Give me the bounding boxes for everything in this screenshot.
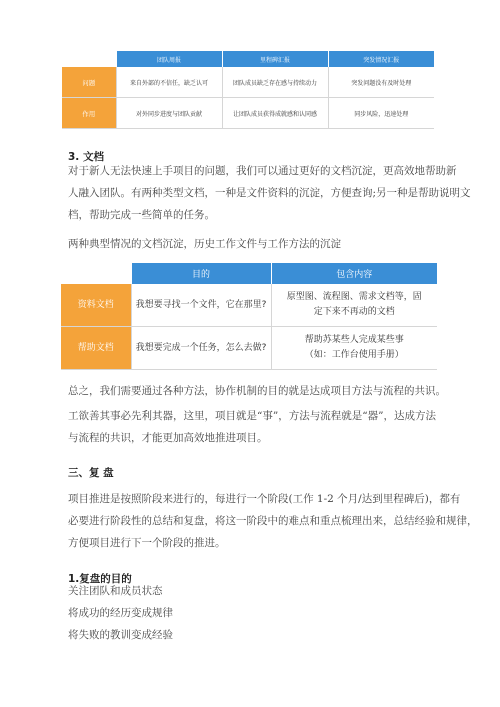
- list-item: 将失败的教训变成经验: [68, 629, 173, 641]
- row-label: 作用: [62, 98, 116, 129]
- table-row: [62, 98, 434, 129]
- table-header: 突发情况汇报: [328, 51, 434, 67]
- table-cell: 让团队成员获得成就感和认同感: [222, 98, 328, 129]
- paragraph-line: 与流程的共识，才能更加高效地推进项目。: [68, 432, 268, 444]
- table-cell: 来自外部的不信任，缺乏认可: [116, 67, 222, 98]
- cell-line: （如：工作台使用手册）: [304, 350, 404, 360]
- table-cell: 我想要寻找一个文件，它在那里?: [131, 284, 271, 327]
- table-corner-cell: [62, 51, 116, 67]
- table-cell: 同步风险，迅速处理: [328, 98, 434, 129]
- table-header: 目的: [131, 263, 271, 284]
- table-cell: [271, 284, 437, 327]
- cell-line: 帮助苏某些人完成某些事: [304, 335, 404, 345]
- paragraph-line: 档，帮助完成一些简单的任务。: [68, 209, 215, 221]
- table-corner-cell: [61, 263, 131, 284]
- document-types-table: [61, 263, 437, 370]
- cell-line: 定下来不再动的文档: [313, 307, 395, 317]
- table-header: 包含内容: [271, 263, 437, 284]
- table-header: 里程碑汇报: [222, 51, 328, 67]
- list-item: 关注团队和成员状态: [68, 585, 163, 597]
- paragraph-line: 方便项目进行下一个阶段的推进。: [68, 537, 226, 549]
- table-header: 团队周报: [116, 51, 222, 67]
- paragraph-line: 工欲善其事必先利其器，这里，项目就是“事”，方法与流程就是“器”，达成方法: [68, 410, 436, 422]
- list-item: 将成功的经历变成规律: [68, 607, 173, 619]
- section-heading: 三、复 盘: [68, 467, 114, 479]
- paragraph: 总之，我们需要通过各种方法，协作机制的目的就是达成项目方法与流程的共识。: [68, 385, 446, 397]
- table-row: [62, 67, 434, 98]
- row-label: 资料文档: [61, 284, 131, 327]
- table-cell: 突发问题没有及时处理: [328, 67, 434, 98]
- table-cell: 我想要完成一个任务，怎么去做?: [131, 327, 271, 370]
- paragraph-line: 项目推进是按照阶段来进行的，每进行一个阶段(工作 1-2 个月/达到里程碑后)，都有: [68, 493, 461, 505]
- section-heading: 3. 文档: [68, 151, 104, 163]
- table-header-row: [62, 51, 434, 67]
- table-cell: 对外同步进度与团队贡献: [116, 98, 222, 129]
- table-header-row: [61, 263, 437, 284]
- paragraph: 两种典型情况的文档沉淀，历史工作文件与工作方法的沉淀: [68, 238, 341, 250]
- table-cell: [271, 327, 437, 370]
- subsection-heading: 1.复盘的目的: [68, 573, 132, 585]
- row-label: 问题: [62, 67, 116, 98]
- table-row: [61, 284, 437, 327]
- paragraph-line: 人融入团队。有两种类型文档，一种是文件资料的沉淀，方便查询;另一种是帮助说明文: [68, 187, 471, 199]
- cell-line: 原型图、流程图、需求文档等，固: [286, 292, 422, 302]
- reporting-table: [62, 51, 434, 129]
- table-cell: 团队成员缺乏存在感与持续动力: [222, 67, 328, 98]
- row-label: 帮助文档: [61, 327, 131, 370]
- paragraph-line: 对于新人无法快速上手项目的问题，我们可以通过更好的文档沉淀，更高效地帮助新: [68, 165, 457, 177]
- table-row: [61, 327, 437, 370]
- paragraph-line: 必要进行阶段性的总结和复盘，将这一阶段中的难点和重点梳理出来，总结经验和规律，: [68, 515, 478, 527]
